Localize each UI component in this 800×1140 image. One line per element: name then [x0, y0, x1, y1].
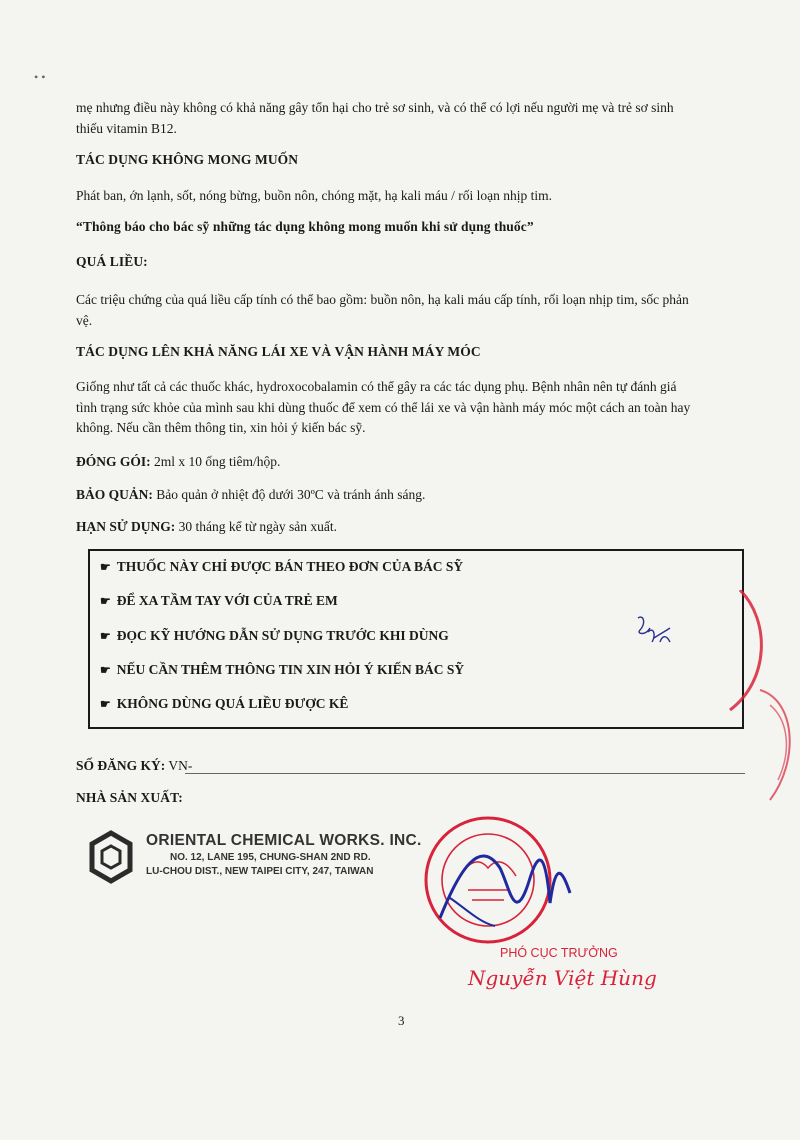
pointing-hand-icon: ☛	[100, 594, 111, 608]
warning-item: ☛ ĐỌC KỸ HƯỚNG DẪN SỬ DỤNG TRƯỚC KHI DÙNG	[100, 628, 449, 643]
signature-name: Nguyễn Việt Hùng	[468, 966, 657, 990]
side-effects-heading: TÁC DỤNG KHÔNG MONG MUỐN	[76, 152, 299, 167]
registration-value: VN-	[165, 758, 193, 773]
registration-label: SỐ ĐĂNG KÝ:	[76, 758, 166, 773]
storage-line	[76, 484, 748, 505]
pointing-hand-icon: ☛	[100, 663, 111, 677]
signature-title: PHÓ CỤC TRƯỞNG	[500, 946, 618, 960]
expiry-label: HẠN SỬ DỤNG:	[76, 519, 176, 534]
side-effects-text: Phát ban, ớn lạnh, sốt, nóng bừng, buồn nôn, chóng mặt, hạ kali máu / rối loạn nhịp tim.	[76, 188, 553, 203]
driving-line-3: không. Nếu cần thêm thông tin, xin hỏi ý kiến bác sỹ.	[76, 420, 366, 435]
overdose-line-1: Các triệu chứng của quá liều cấp tính có thể bao gồm: buồn nôn, hạ kali máu cấp tính, rối loạn nhịp tim, sốc phản	[76, 292, 689, 307]
pointing-hand-icon: ☛	[100, 697, 111, 711]
manufacturer-heading: NHÀ SẢN XUẤT:	[76, 790, 183, 805]
pointing-hand-icon: ☛	[100, 560, 111, 574]
warning-item: ☛ THUỐC NÀY CHỈ ĐƯỢC BÁN THEO ĐƠN CỦA BÁC SỸ	[100, 559, 464, 574]
manufacturer-logo-icon	[88, 830, 134, 886]
warning-item: ☛ KHÔNG DÙNG QUÁ LIỀU ĐƯỢC KÊ	[100, 696, 349, 711]
page-number: 3	[398, 1013, 405, 1028]
driving-line-1: Giống như tất cả các thuốc khác, hydroxocobalamin có thể gây ra các tác dụng phụ. Bệnh nhân nên tự đánh giá	[76, 379, 677, 394]
warning-item: ☛ NẾU CẦN THÊM THÔNG TIN XIN HỎI Ý KIẾN BÁC SỸ	[100, 662, 465, 677]
warning-item: ☛ ĐỂ XA TẦM TAY VỚI CỦA TRẺ EM	[100, 593, 338, 608]
driving-line-2: tình trạng sức khỏe của mình sau khi dùng thuốc để xem có thể lái xe và vận hành máy móc một cách an toàn hay	[76, 400, 691, 415]
side-effects-notice: “Thông báo cho bác sỹ những tác dụng không mong muốn khi sử dụng thuốc”	[76, 219, 534, 234]
expiry-value: 30 tháng kể từ ngày sản xuất.	[175, 519, 338, 534]
manufacturer-address-1: NO. 12, LANE 195, CHUNG-SHAN 2ND RD.	[170, 852, 371, 863]
scan-speck: • •	[34, 70, 46, 84]
partial-seal-stamp	[700, 590, 800, 810]
expiry-line	[76, 516, 748, 537]
driving-heading: TÁC DỤNG LÊN KHẢ NĂNG LÁI XE VÀ VẬN HÀNH MÁY MÓC	[76, 344, 481, 359]
pointing-hand-icon: ☛	[100, 629, 111, 643]
packaging-label: ĐÓNG GÓI:	[76, 454, 151, 469]
official-seal-stamp	[420, 808, 590, 958]
overdose-heading: QUÁ LIỀU:	[76, 254, 148, 269]
manufacturer-address-2: LU-CHOU DIST., NEW TAIPEI CITY, 247, TAIWAN	[146, 866, 374, 877]
intro-line-1: mẹ nhưng điều này không có khả năng gây tổn hại cho trẻ sơ sinh, và có thể có lợi nếu người mẹ và trẻ sơ sinh	[76, 100, 674, 115]
overdose-line-2: vệ.	[76, 313, 93, 328]
storage-label: BẢO QUẢN:	[76, 487, 153, 502]
initials-scribble	[630, 612, 680, 652]
packaging-line	[76, 451, 748, 472]
manufacturer-name: ORIENTAL CHEMICAL WORKS. INC.	[146, 832, 422, 849]
packaging-value: 2ml x 10 ống tiêm/hộp.	[150, 454, 281, 469]
registration-underline	[185, 773, 745, 774]
intro-line-2: thiếu vitamin B12.	[76, 121, 177, 136]
storage-value: Bảo quản ở nhiệt độ dưới 30ºC và tránh ánh sáng.	[152, 487, 426, 502]
